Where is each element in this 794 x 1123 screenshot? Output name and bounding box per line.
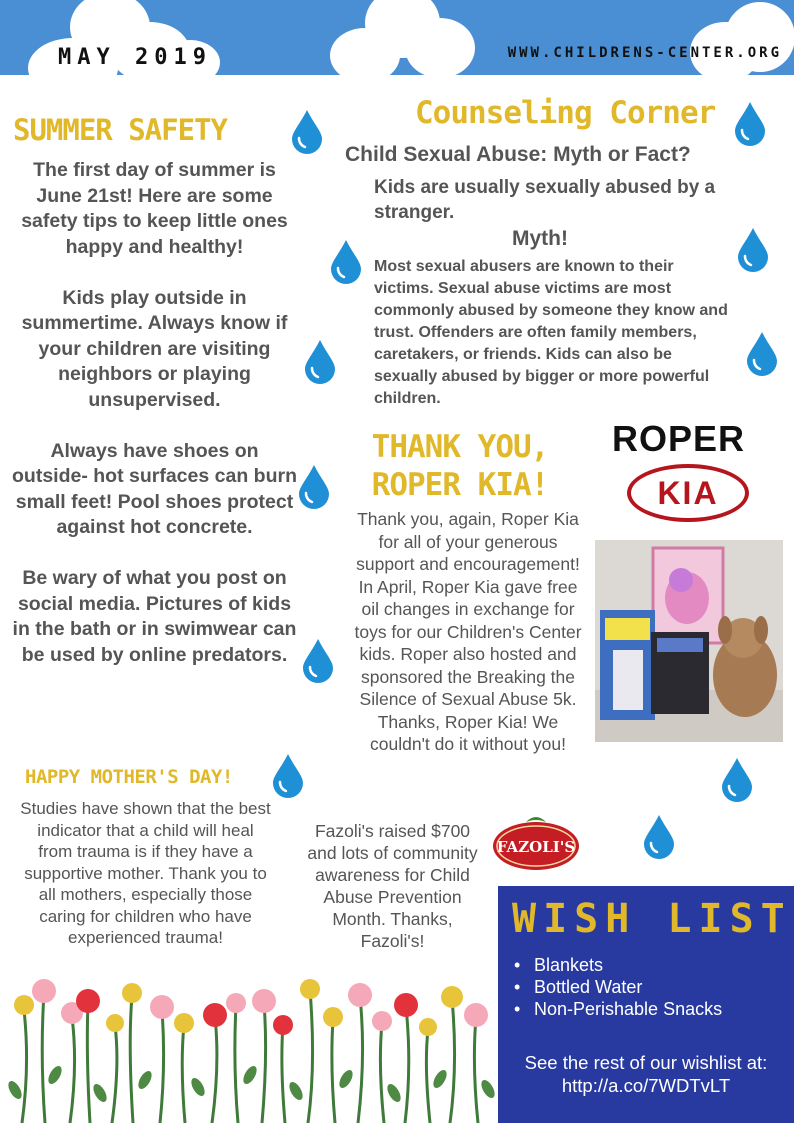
counseling-heading: Counseling Corner [415, 95, 716, 131]
water-drop-icon [745, 330, 779, 376]
counseling-question: Child Sexual Abuse: Myth or Fact? [345, 143, 691, 166]
wish-list-item: • Bottled Water [514, 976, 722, 998]
summer-paragraph: Be wary of what you post on social media. Pictures of kids in the bath or in swimwear can be used by online predators. [12, 567, 297, 666]
roper-body: Thank you, again, Roper Kia for all of your generous support and encouragement! In April, Roper Kia gave free oil changes in exchange for toys for our Children's Center kids. Roper also hosted and sponsored the Breaking the Silence of Sexual Abuse 5k. Thanks, Roper Kia! We couldn't do it without you! [354, 509, 582, 754]
water-drop-icon [720, 756, 754, 802]
donated-toys-photo [595, 540, 783, 742]
water-drop-icon [329, 238, 363, 284]
website-url[interactable]: WWW.CHILDRENS-CENTER.ORG [507, 45, 782, 61]
wish-list-title: WISH LIST [512, 896, 792, 942]
fazolis-logo [490, 812, 585, 872]
water-drop-icon [290, 108, 324, 154]
wish-list-footer-text: See the rest of our wishlist at: [524, 1052, 768, 1073]
summer-paragraph: Kids play outside in summertime. Always know if your children are visiting neighbors or playing unsupervised. [21, 286, 288, 411]
wish-list-items [514, 954, 722, 1020]
wish-list-panel [498, 886, 794, 1123]
fazolis-body: Fazoli's raised $700 and lots of community awareness for Child Abuse Prevention Month. Thanks, Fazoli's! [307, 821, 478, 951]
counseling-body: Most sexual abusers are known to their victims. Sexual abuse victims are most commonly abused by someone they know and trust. Offenders are often family members, caretakers, or friends. Kids can also be sexually abused by bigger or more powerful children. [374, 258, 728, 407]
counseling-statement: Kids are usually sexually abused by a stranger. [374, 177, 716, 223]
water-drop-icon [642, 813, 676, 859]
water-drop-icon [297, 463, 331, 509]
counseling-answer: Myth! [512, 227, 568, 250]
summer-safety-body [12, 158, 297, 694]
summer-safety-heading: SUMMER SAFETY [13, 113, 227, 147]
wish-list-link[interactable]: http://a.co/7WDTvLT [561, 1075, 731, 1096]
fazolis-logo-text: FAZOLI'S [496, 838, 576, 856]
water-drop-icon [736, 226, 770, 272]
mothers-day-heading: HAPPY MOTHER'S DAY! [25, 766, 233, 788]
issue-date: MAY 2019 [58, 45, 212, 70]
mothers-day-body: Studies have shown that the best indicator that a child will heal from trauma is if they have a supportive mother. Thank you to all mothers, especially those caring for children who have experienced trauma! [20, 799, 271, 947]
header-banner [0, 0, 794, 75]
kia-logo: KIA [627, 464, 749, 522]
summer-paragraph: The first day of summer is June 21st! Here are some safety tips to keep little ones happy and healthy! [21, 159, 288, 258]
flower-border-illustration [0, 975, 498, 1123]
water-drop-icon [271, 752, 305, 798]
water-drop-icon [303, 338, 337, 384]
water-drop-icon [733, 100, 767, 146]
wish-list-item: • Non-Perishable Snacks [514, 998, 722, 1020]
wish-list-item: • Blankets [514, 954, 722, 976]
roper-logo-text: ROPER [612, 418, 746, 459]
water-drop-icon [301, 637, 335, 683]
summer-paragraph: Always have shoes on outside- hot surfaces can burn small feet! Pool shoes protect against hot concrete. [12, 439, 297, 538]
wish-list-footer [498, 1051, 794, 1097]
roper-heading: THANK YOU, ROPER KIA! [371, 429, 549, 503]
